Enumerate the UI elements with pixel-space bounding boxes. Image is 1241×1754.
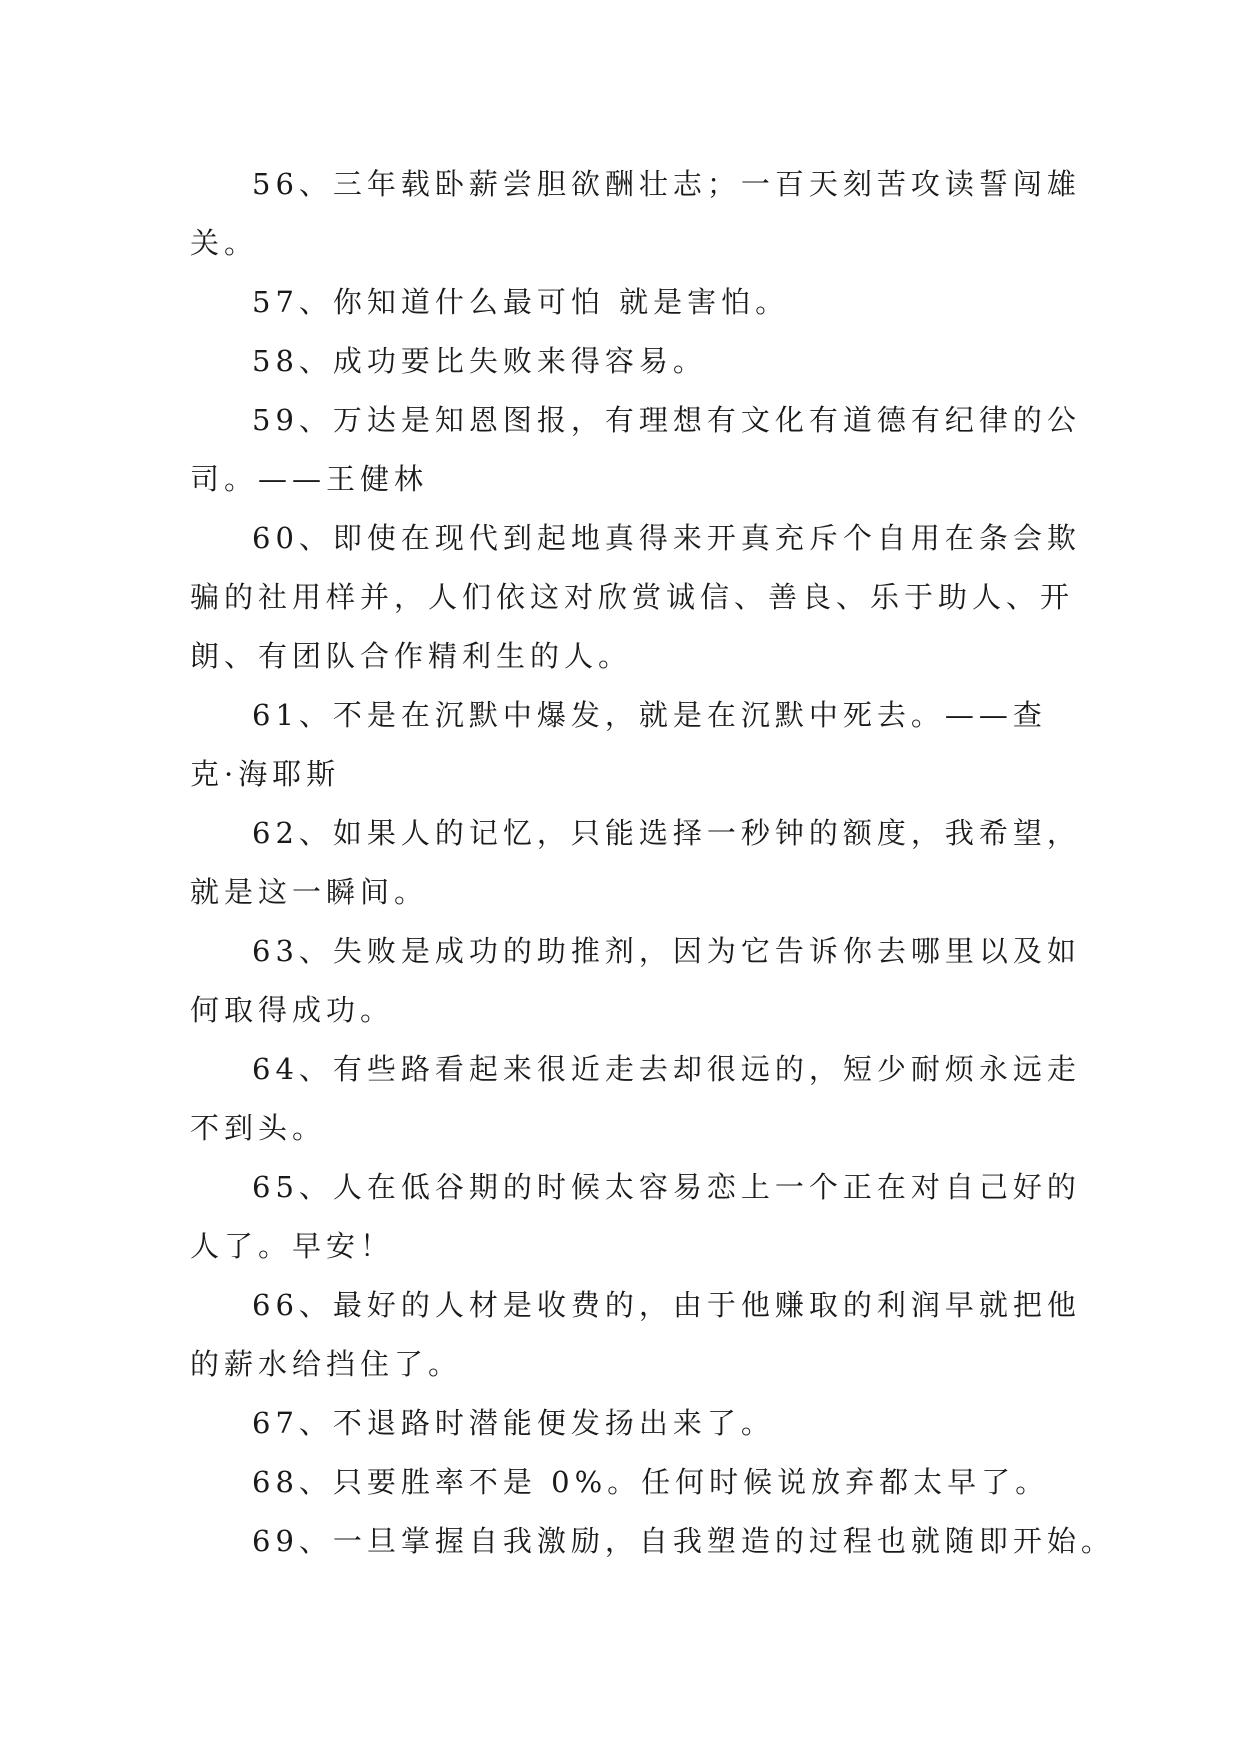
paragraph-66 [190, 1276, 1081, 1394]
paragraph-69 [190, 1512, 1115, 1571]
paragraph-line: 克·海耶斯 [190, 757, 341, 791]
paragraph-64 [190, 1040, 1081, 1158]
paragraph-67 [190, 1394, 1050, 1453]
paragraph-line: 人了。早安！ [190, 1229, 395, 1263]
paragraph-line: 65、人在低谷期的时候太容易恋上一个正在对自己好的 [252, 1170, 1081, 1204]
paragraph-line: 司。——王健林 [190, 462, 429, 496]
paragraph-line: 57、你知道什么最可怕 就是害怕。 [252, 285, 790, 319]
paragraph-line: 59、万达是知恩图报，有理想有文化有道德有纪律的公 [252, 403, 1081, 437]
paragraph-line: 58、成功要比失败来得容易。 [252, 344, 707, 378]
document-body [190, 155, 1115, 1571]
paragraph-line: 64、有些路看起来很近走去却很远的，短少耐烦永远走 [252, 1052, 1081, 1086]
paragraph-63 [190, 922, 1081, 1040]
paragraph-58 [190, 332, 1050, 391]
paragraph-68 [190, 1453, 1050, 1512]
paragraph-line: 69、一旦掌握自我激励，自我塑造的过程也就随即开始。 [252, 1524, 1115, 1558]
paragraph-57 [190, 273, 1050, 332]
paragraph-line: 关。 [190, 226, 259, 260]
paragraph-line: 骗的社用样并，人们依这对欣赏诚信、善良、乐于助人、开 [190, 580, 1075, 614]
paragraph-line: 66、最好的人材是收费的，由于他赚取的利润早就把他 [252, 1288, 1081, 1322]
paragraph-59 [190, 391, 1081, 509]
paragraph-line: 56、三年载卧薪尝胆欲酬壮志；一百天刻苦攻读誓闯雄 [252, 167, 1081, 201]
paragraph-line: 的薪水给挡住了。 [190, 1347, 463, 1381]
paragraph-61 [190, 686, 1050, 804]
paragraph-56 [190, 155, 1081, 273]
paragraph-line: 61、不是在沉默中爆发，就是在沉默中死去。——查 [252, 698, 1047, 732]
paragraph-line: 不到头。 [190, 1111, 327, 1145]
paragraph-line: 68、只要胜率不是 0%。任何时候说放弃都太早了。 [252, 1465, 1050, 1499]
paragraph-line: 就是这一瞬间。 [190, 875, 429, 909]
paragraph-line: 62、如果人的记忆，只能选择一秒钟的额度，我希望， [252, 816, 1081, 850]
paragraph-line: 何取得成功。 [190, 993, 395, 1027]
paragraph-60 [190, 509, 1081, 686]
paragraph-line: 朗、有团队合作精利生的人。 [190, 639, 633, 673]
paragraph-line: 63、失败是成功的助推剂，因为它告诉你去哪里以及如 [252, 934, 1081, 968]
paragraph-line: 60、即使在现代到起地真得来开真充斥个自用在条会欺 [252, 521, 1081, 555]
paragraph-line: 67、不退路时潜能便发扬出来了。 [252, 1406, 775, 1440]
paragraph-62 [190, 804, 1081, 922]
paragraph-65 [190, 1158, 1081, 1276]
